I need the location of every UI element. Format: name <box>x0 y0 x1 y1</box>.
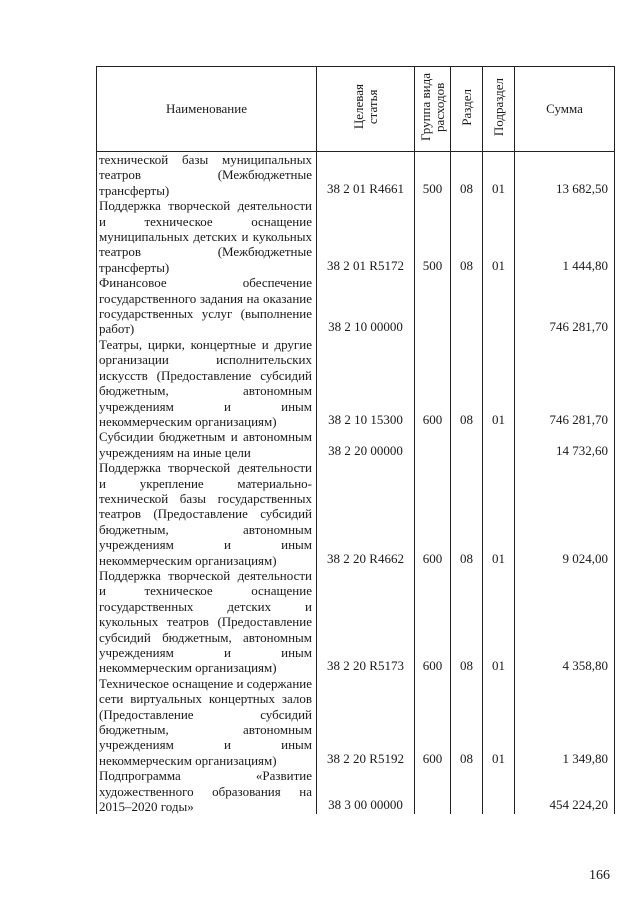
header-group <box>415 67 451 152</box>
row-section: 08 <box>451 676 483 768</box>
table-row <box>97 768 615 814</box>
row-section <box>451 429 483 460</box>
row-name: Субсидии бюджетным и автономным учреждениям на иные цели <box>97 429 317 460</box>
row-code: 38 2 20 00000 <box>317 429 415 460</box>
row-name: Поддержка творческой деятельности и техническое оснащение государственных детских и кукольных театров (Предоставление субсидий бюджетным, автономным учреждениям и иным некоммерческим организациям) <box>97 568 317 676</box>
budget-table-container <box>96 66 614 814</box>
row-sum: 746 281,70 <box>515 275 615 337</box>
table-row <box>97 429 615 460</box>
row-subsection: 01 <box>483 152 515 199</box>
row-group: 500 <box>415 152 451 199</box>
row-section: 08 <box>451 568 483 676</box>
row-name: Поддержка творческой деятельности и укрепление материально-технической базы государственных театров (Предоставление субсидий бюджетным, автономным учреждениям и иным некоммерческим организациям) <box>97 460 317 568</box>
budget-table <box>96 66 615 814</box>
row-code: 38 2 20 R4662 <box>317 460 415 568</box>
row-subsection: 01 <box>483 676 515 768</box>
row-group <box>415 768 451 814</box>
row-code: 38 2 10 00000 <box>317 275 415 337</box>
row-subsection: 01 <box>483 337 515 429</box>
row-subsection: 01 <box>483 198 515 275</box>
table-row <box>97 275 615 337</box>
row-subsection <box>483 275 515 337</box>
row-section: 08 <box>451 152 483 199</box>
row-section: 08 <box>451 460 483 568</box>
row-sum: 746 281,70 <box>515 337 615 429</box>
row-group <box>415 429 451 460</box>
header-section <box>451 67 483 152</box>
row-name: Подпрограмма «Развитие художественного образования на 2015–2020 годы» <box>97 768 317 814</box>
row-subsection: 01 <box>483 568 515 676</box>
row-sum: 1 349,80 <box>515 676 615 768</box>
row-sum: 13 682,50 <box>515 152 615 199</box>
row-group: 600 <box>415 337 451 429</box>
row-section: 08 <box>451 198 483 275</box>
row-subsection: 01 <box>483 460 515 568</box>
row-group: 600 <box>415 568 451 676</box>
row-sum: 14 732,60 <box>515 429 615 460</box>
row-code: 38 2 10 15300 <box>317 337 415 429</box>
row-group: 600 <box>415 676 451 768</box>
row-name: Техническое оснащение и содержание сети виртуальных концертных залов (Предоставление субсидий бюджетным, автономным учреждениям и иным некоммерческим организациям) <box>97 676 317 768</box>
row-name: Финансовое обеспечение государственного задания на оказание государственных услуг (выполнение работ) <box>97 275 317 337</box>
row-code: 38 2 01 R4661 <box>317 152 415 199</box>
row-group <box>415 275 451 337</box>
table-row <box>97 676 615 768</box>
header-subsection-label: Подраздел <box>490 77 506 137</box>
row-sum: 4 358,80 <box>515 568 615 676</box>
row-subsection <box>483 429 515 460</box>
header-name: Наименование <box>97 67 317 152</box>
table-row <box>97 152 615 199</box>
row-name: технической базы муниципальных театров (Межбюджетные трансферты) <box>97 152 317 199</box>
table-row <box>97 198 615 275</box>
table-body <box>97 152 615 815</box>
row-sum: 454 224,20 <box>515 768 615 814</box>
header-code <box>317 67 415 152</box>
row-subsection <box>483 768 515 814</box>
header-group-label: Группа вида расходов <box>417 73 447 141</box>
header-subsection <box>483 67 515 152</box>
table-row <box>97 337 615 429</box>
table-row <box>97 568 615 676</box>
row-section <box>451 275 483 337</box>
row-group: 500 <box>415 198 451 275</box>
row-code: 38 3 00 00000 <box>317 768 415 814</box>
header-section-label: Раздел <box>458 88 474 126</box>
row-name: Театры, цирки, концертные и другие организации исполнительских искусств (Предоставление субсидий бюджетным, автономным учреждениям и иным некоммерческим организациям) <box>97 337 317 429</box>
row-code: 38 2 01 R5172 <box>317 198 415 275</box>
row-sum: 9 024,00 <box>515 460 615 568</box>
row-group: 600 <box>415 460 451 568</box>
header-sum: Сумма <box>515 67 615 152</box>
row-code: 38 2 20 R5173 <box>317 568 415 676</box>
row-section: 08 <box>451 337 483 429</box>
row-name: Поддержка творческой деятельности и техническое оснащение муниципальных детских и кукольных театров (Межбюджетные трансферты) <box>97 198 317 275</box>
table-row <box>97 460 615 568</box>
row-sum: 1 444,80 <box>515 198 615 275</box>
row-code: 38 2 20 R5192 <box>317 676 415 768</box>
row-section <box>451 768 483 814</box>
header-code-label: Целевая статья <box>350 84 380 130</box>
table-header <box>97 67 615 152</box>
page-number: 166 <box>589 868 610 883</box>
